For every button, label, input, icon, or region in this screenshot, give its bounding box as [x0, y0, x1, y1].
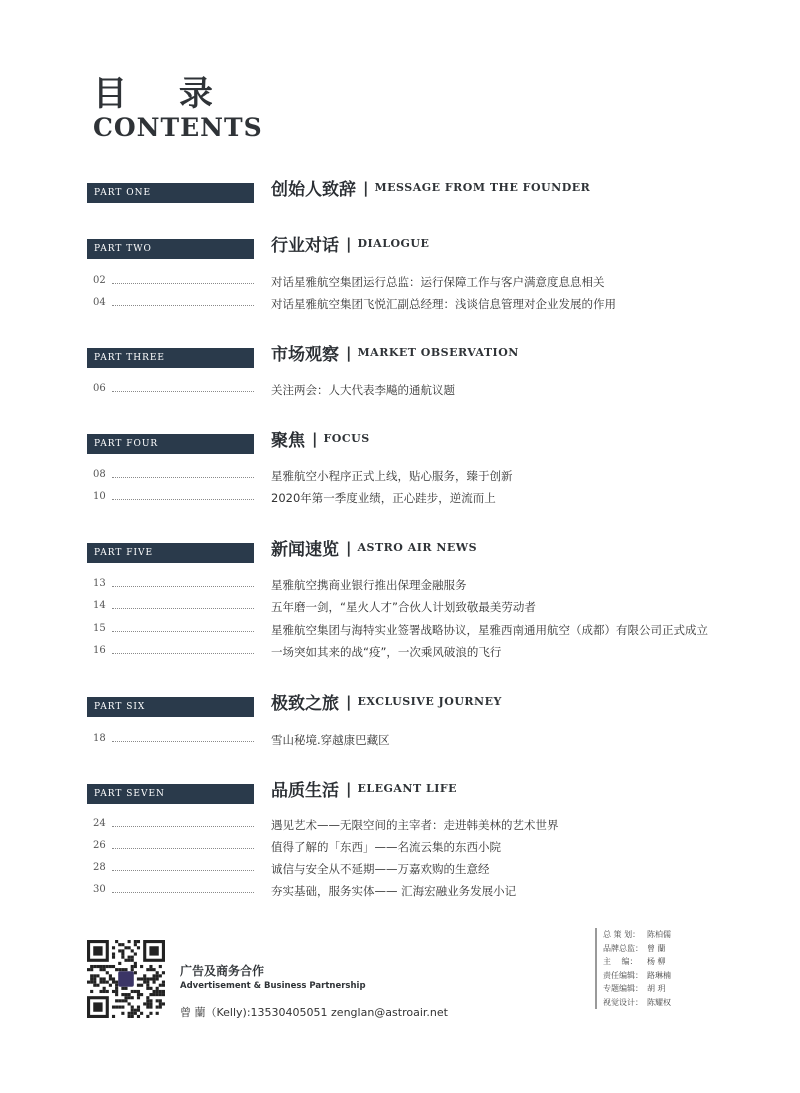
leader-dots	[112, 892, 254, 893]
divider: |	[346, 692, 352, 711]
credit-row: 总 策 划： 陈柏儒	[603, 930, 671, 939]
page-title-en: CONTENTS	[93, 113, 263, 142]
leader-dots	[112, 741, 254, 742]
page-number: 18	[93, 733, 106, 744]
leader-dots	[112, 477, 254, 478]
credit-row: 品牌总监： 曾 蘭	[603, 943, 666, 953]
section-heading	[271, 535, 477, 560]
entry-title: 星雅航空集团与海特实业签署战略协议，星雅西南通用航空（成都）有限公司正式成立	[271, 623, 708, 637]
entry-title: 雪山秘境.穿越康巴藏区	[271, 733, 390, 747]
toc-entry[interactable]	[0, 733, 800, 753]
entry-title: 一场突如其来的战“疫”，一次乘风破浪的飞行	[271, 645, 502, 659]
page-number: 10	[93, 491, 106, 502]
section-title-cn: 极致之旅	[271, 694, 339, 714]
section-title-en: DIALOGUE	[357, 237, 430, 250]
section-title-en: ASTRO AIR NEWS	[357, 541, 478, 554]
ad-title: 广告及商务合作	[180, 964, 265, 978]
entry-title: 关注两会：人大代表李飚的通航议题	[271, 383, 455, 397]
toc-entry[interactable]	[0, 469, 800, 489]
leader-dots	[112, 631, 254, 632]
section-heading	[271, 231, 429, 256]
leader-dots	[112, 499, 254, 500]
part-label: PART FOUR	[87, 434, 254, 454]
toc-entry[interactable]	[0, 818, 800, 838]
section-heading	[271, 776, 457, 801]
page-number: 13	[93, 578, 106, 589]
toc-entry[interactable]	[0, 645, 800, 665]
part-label: PART ONE	[87, 183, 254, 203]
section-title-cn: 品质生活	[271, 781, 339, 801]
section-heading	[271, 340, 519, 365]
page-number: 16	[93, 645, 106, 656]
divider: |	[346, 779, 352, 798]
leader-dots	[112, 870, 254, 871]
toc-entry[interactable]	[0, 840, 800, 860]
section-title-cn: 新闻速览	[271, 540, 339, 560]
entry-title: 对话星雅航空集团运行总监：运行保障工作与客户满意度息息相关	[271, 275, 605, 289]
entry-title: 星雅航空携商业银行推出保理金融服务	[271, 578, 467, 592]
entry-title: 诚信与安全从不延期——万嘉欢购的生意经	[271, 862, 490, 876]
entry-title: 五年磨一剑，“星火人才”合伙人计划致敬最美劳动者	[271, 600, 536, 614]
page-title-cn: 目 录	[93, 74, 233, 114]
leader-dots	[112, 283, 254, 284]
leader-dots	[112, 848, 254, 849]
toc-entry[interactable]	[0, 275, 800, 295]
page-number: 30	[93, 884, 106, 895]
leader-dots	[112, 391, 254, 392]
divider: |	[363, 178, 369, 197]
leader-dots	[112, 608, 254, 609]
entry-title: 遇见艺术——无限空间的主宰者：走进韩美林的艺术世界	[271, 818, 559, 832]
credit-row: 责任编辑： 路琳楠	[603, 970, 671, 980]
section-heading	[271, 689, 502, 714]
credit-row: 视觉设计： 陈耀权	[603, 997, 671, 1007]
section-heading	[271, 426, 370, 451]
section-title-en: ELEGANT LIFE	[357, 782, 458, 795]
page-number: 04	[93, 297, 106, 308]
divider: |	[346, 343, 352, 362]
entry-title: 星雅航空小程序正式上线，贴心服务，臻于创新	[271, 469, 513, 483]
section-title-en: FOCUS	[323, 432, 370, 445]
divider: |	[312, 429, 318, 448]
entry-title: 对话星雅航空集团飞悦汇副总经理：浅谈信息管理对企业发展的作用	[271, 297, 616, 311]
toc-entry[interactable]	[0, 600, 800, 620]
qr-code	[87, 940, 165, 1018]
leader-dots	[112, 826, 254, 827]
credit-row: 主 编： 杨 柳	[603, 957, 666, 966]
section-heading	[271, 175, 590, 200]
toc-entry[interactable]	[0, 578, 800, 598]
toc-entry[interactable]	[0, 623, 800, 643]
part-label: PART FIVE	[87, 543, 254, 563]
page-number: 08	[93, 469, 106, 480]
toc-entry[interactable]	[0, 491, 800, 511]
page-number: 06	[93, 383, 106, 394]
editorial-credits	[595, 928, 671, 1009]
entry-title: 2020年第一季度业绩，正心跬步，逆流而上	[271, 491, 496, 505]
page-number: 14	[93, 600, 106, 611]
leader-dots	[112, 305, 254, 306]
part-label: PART SEVEN	[87, 784, 254, 804]
section-title-en: MESSAGE FROM THE FOUNDER	[374, 181, 591, 194]
divider: |	[346, 538, 352, 557]
section-title-cn: 行业对话	[271, 236, 339, 256]
section-title-cn: 创始人致辞	[271, 180, 356, 200]
toc-entry[interactable]	[0, 884, 800, 904]
leader-dots	[112, 586, 254, 587]
divider: |	[346, 234, 352, 253]
entry-title: 值得了解的「东西」——名流云集的东西小院	[271, 840, 501, 854]
section-title-cn: 聚焦	[271, 431, 305, 451]
ad-contact: 曾 蘭（Kelly):13530405051 zenglan@astroair.net	[180, 1006, 448, 1019]
page-number: 24	[93, 818, 106, 829]
credit-row: 专题编辑： 胡 玥	[603, 984, 666, 993]
page-number: 28	[93, 862, 106, 873]
part-label: PART SIX	[87, 697, 254, 717]
part-label: PART THREE	[87, 348, 254, 368]
entry-title: 夯实基础，服务实体—— 汇海宏融业务发展小记	[271, 884, 517, 898]
section-title-en: EXCLUSIVE JOURNEY	[357, 695, 502, 708]
ad-subtitle: Advertisement & Business Partnership	[180, 981, 366, 991]
section-title-cn: 市场观察	[271, 345, 339, 365]
toc-entry[interactable]	[0, 862, 800, 882]
page-number: 26	[93, 840, 106, 851]
toc-entry[interactable]	[0, 383, 800, 403]
leader-dots	[112, 653, 254, 654]
part-label: PART TWO	[87, 239, 254, 259]
page-number: 02	[93, 275, 106, 286]
section-title-en: MARKET OBSERVATION	[357, 346, 519, 359]
toc-entry[interactable]	[0, 297, 800, 317]
page-number: 15	[93, 623, 106, 634]
